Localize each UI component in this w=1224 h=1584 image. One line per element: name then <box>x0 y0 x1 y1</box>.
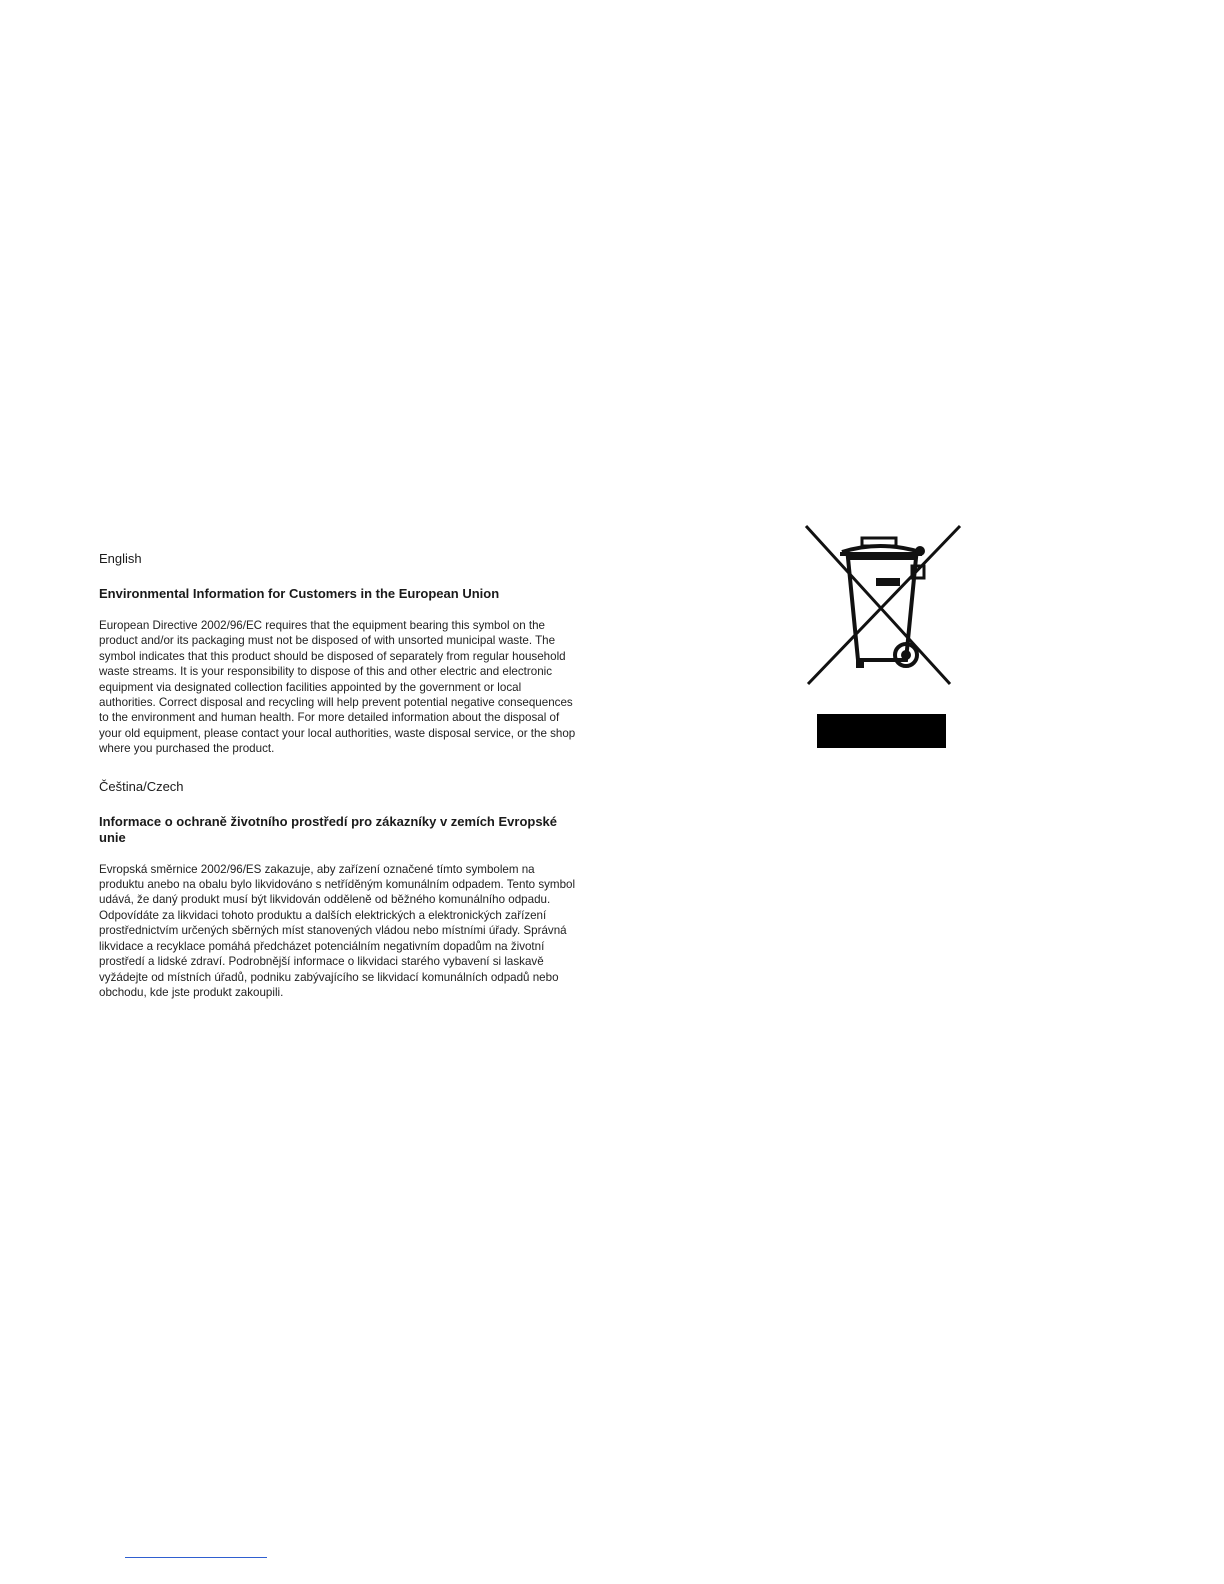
section-czech <box>99 777 581 1001</box>
section-english <box>99 549 581 757</box>
section-body-czech: Evropská směrnice 2002/96/ES zakazuje, aby zařízení označené tímto symbolem na produktu anebo na obalu bylo likvidováno s netříděným komunálním odpadem. Tento symbol udává, že daný produkt musí být likvidován odděleně od běžného komunálního odpadu. Odpovídáte za likvidaci tohoto produktu a dalších elektrických a elektronických zařízení prostřednictvím určených sběrných míst stanovených vládou nebo místními úřady. Správná likvidace a recyklace pomáhá předcházet potenciálním negativním dopadům na životní prostředí a lidské zdraví. Podrobnější informace o likvidaci starého vybavení si laskavě vyžádejte od místních úřadů, podniku zabývajícího se likvidací komunálních odpadů nebo obchodu, kde jste produkt zakoupili. <box>99 862 576 999</box>
section-title-english: Environmental Information for Customers in the European Union <box>99 586 500 601</box>
solid-black-bar <box>817 714 946 748</box>
language-heading-english: English <box>99 551 142 566</box>
section-body-english: European Directive 2002/96/EC requires that the equipment bearing this symbol on the product and/or its packaging must not be disposed of with unsorted municipal waste. The symbol indicates that this product should be disposed of separately from regular household waste streams. It is your responsibility to dispose of this and other electric and electronic equipment via designated collection facilities appointed by the government or local authorities. Correct disposal and recycling will help prevent potential negative consequences to the environment and human health. For more detailed information about the disposal of your old equipment, please contact your local authorities, waste disposal service, or the shop where you purchased the product. <box>99 619 576 756</box>
section-title-czech: Informace o ochraně životního prostředí pro zákazníky v zemích Evropské unie <box>99 813 558 845</box>
text-column <box>99 549 581 1020</box>
footer-rule <box>125 1557 267 1558</box>
language-heading-czech: Čeština/Czech <box>99 778 184 794</box>
crossed-out-wheelie-bin-icon <box>800 522 966 688</box>
